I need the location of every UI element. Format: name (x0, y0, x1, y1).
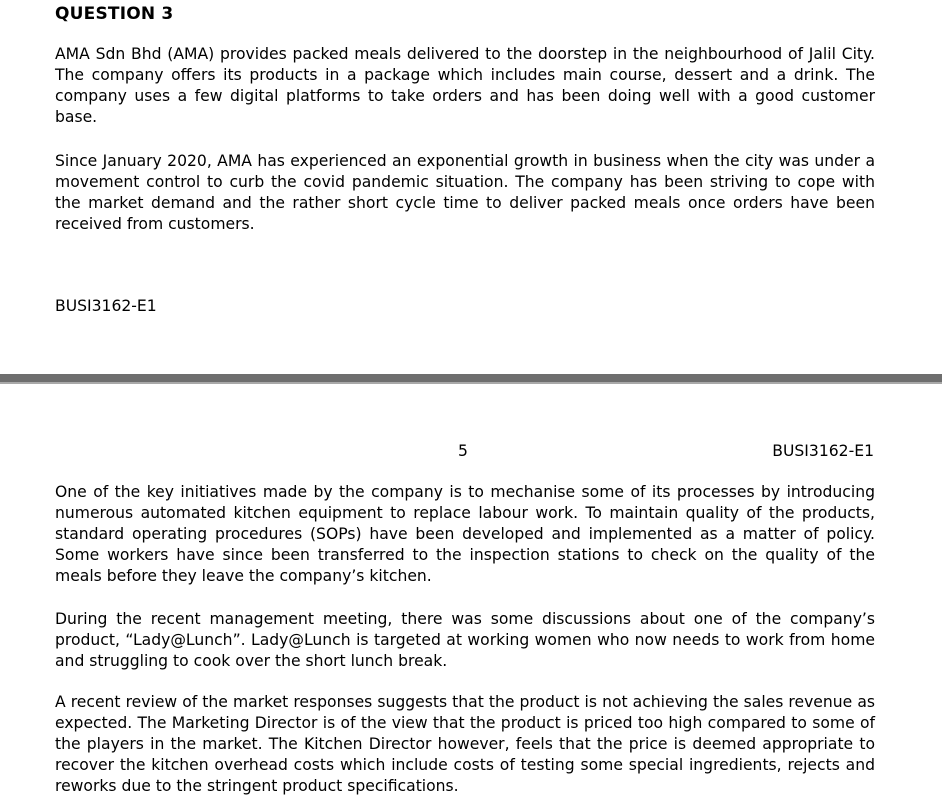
page-number: 5 (458, 442, 468, 460)
course-code-header: BUSI3162-E1 (772, 442, 874, 460)
course-code-footer: BUSI3162-E1 (55, 297, 157, 315)
paragraph: During the recent management meeting, there was some discussions about one of the company’s product, “Lady@Lunch”. Lady@Lunch is targeted at working women who now needs to work from home and struggling to cook over the short lunch break. (55, 610, 875, 670)
paragraph: One of the key initiatives made by the company is to mechanise some of its processes by introducing numerous automated kitchen equipment to replace labour work. To maintain quality of the products, standard operating procedures (SOPs) have been developed and implemented as a matter of policy. Some workers have since been transferred to the inspection stations to check on the quality of the meals before they leave the company’s kitchen. (55, 483, 875, 585)
paragraph: Since January 2020, AMA has experienced an exponential growth in business when the city was under a movement control to curb the covid pandemic situation. The company has been striving to cope with the market demand and the rather short cycle time to deliver packed meals once orders have been received from customers. (55, 152, 875, 233)
paragraph: A recent review of the market responses suggests that the product is not achieving the sales revenue as expected. The Marketing Director is of the view that the product is priced too high compared to some of the players in the market. The Kitchen Director however, feels that the price is deemed appropriate to recover the kitchen overhead costs which include costs of testing some special ingredients, rejects and reworks due to the stringent product specifications. (55, 693, 875, 795)
page-divider (0, 374, 942, 384)
paragraph: AMA Sdn Bhd (AMA) provides packed meals delivered to the doorstep in the neighbourhood of Jalil City. The company offers its products in a package which includes main course, dessert and a drink. The company uses a few digital platforms to take orders and has been doing well with a good customer base. (55, 45, 875, 126)
question-heading: QUESTION 3 (55, 4, 174, 24)
